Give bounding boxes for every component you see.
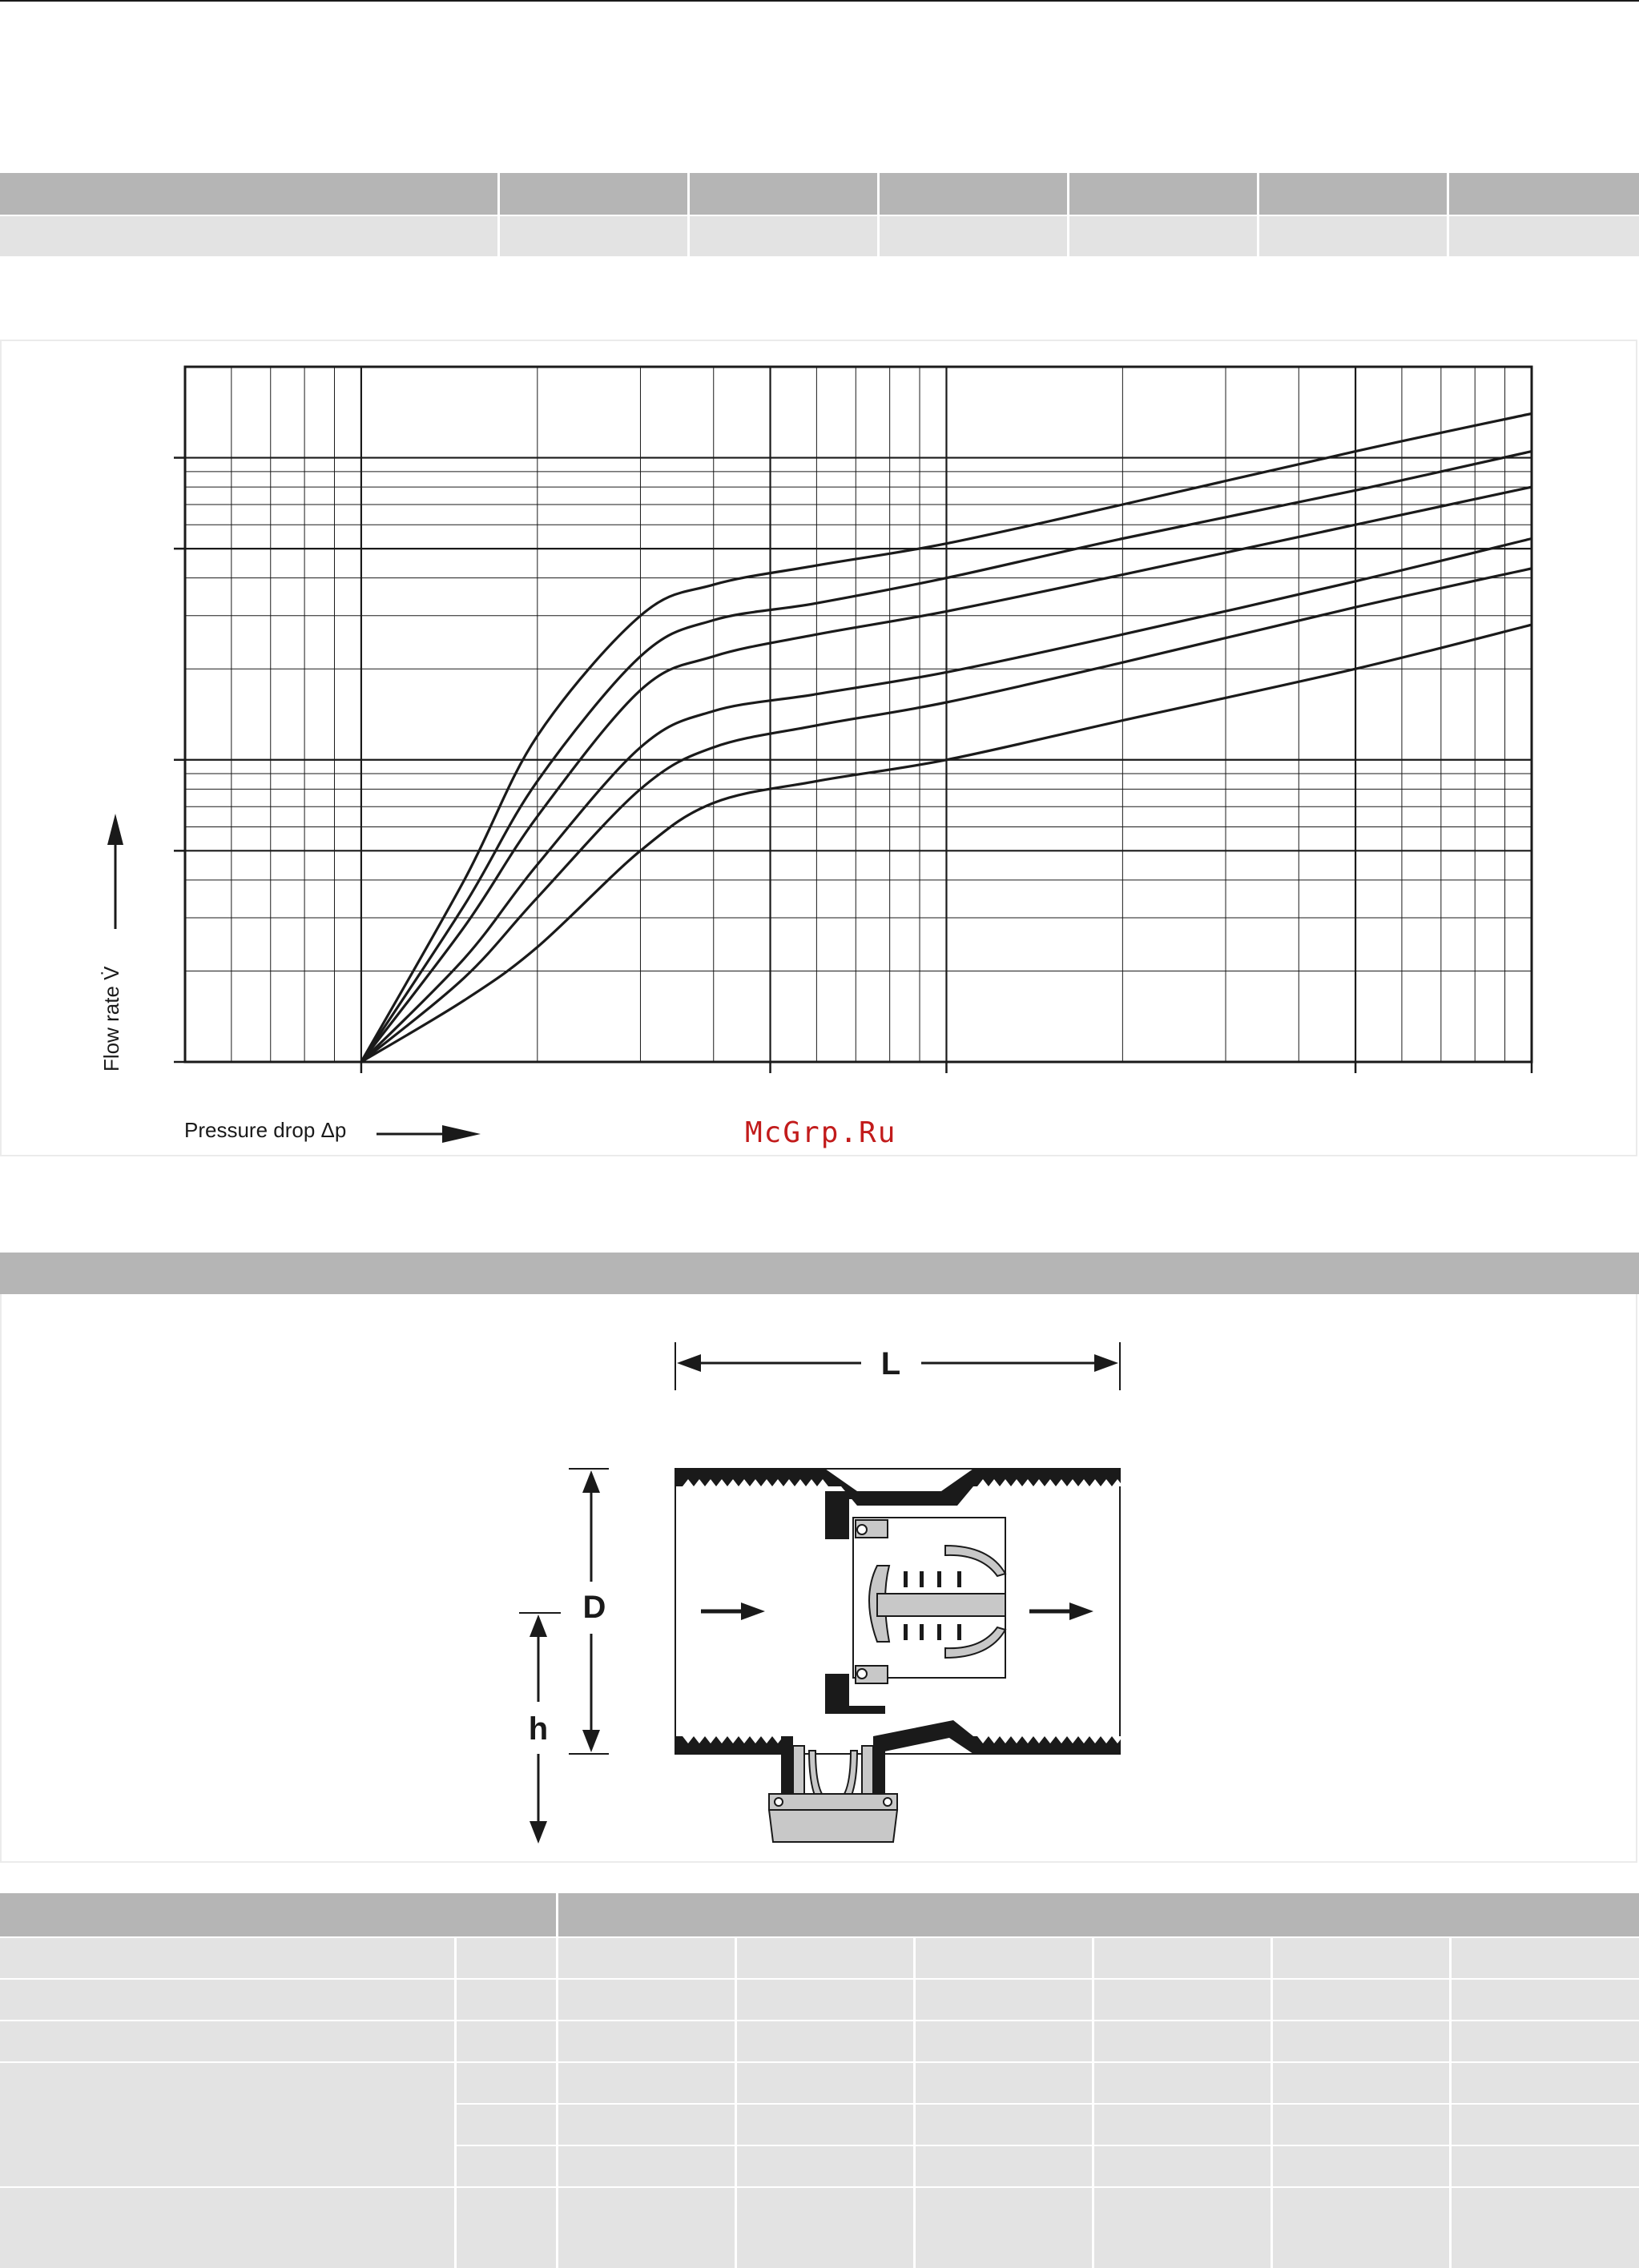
bottom-table-header (0, 1893, 1639, 1936)
y-axis-label: Flow rate V̇ (99, 966, 123, 1072)
bottom-table-cell (1094, 1980, 1273, 2020)
arrowhead-icon (582, 1470, 600, 1493)
bottom-table-cell (737, 2146, 916, 2186)
bottom-table-header-cell (558, 1893, 1639, 1936)
bottom-table-cell (0, 1980, 457, 2020)
bottom-table-cell (737, 2105, 916, 2145)
top-table-row (0, 216, 1639, 256)
bottom-table-cell (558, 2021, 737, 2061)
bottom-table-cell (1094, 2105, 1273, 2145)
bottom-table-cell (737, 2063, 916, 2103)
bottom-table-cell (1094, 1938, 1273, 1978)
bottom-table-cell (916, 2105, 1094, 2145)
arrowhead-icon (530, 1615, 547, 1637)
y-axis-arrow-icon (107, 814, 123, 845)
bottom-table-cell (916, 1938, 1094, 1978)
bottom-table-cell (558, 2063, 737, 2103)
bottom-table-row (0, 2146, 1639, 2186)
bottom-table-cell (0, 2188, 457, 2268)
top-table-cell (1259, 216, 1449, 256)
top-table-header-cell (0, 173, 500, 215)
bottom-table-cell (1094, 2146, 1273, 2186)
bottom-table-cell (558, 1938, 737, 1978)
flow-rate-chart (0, 340, 1639, 1156)
bottom-table-cell (457, 1938, 558, 1978)
bottom-table-cell (916, 2063, 1094, 2103)
top-rule (0, 0, 1639, 2)
bottom-table-row (0, 2021, 1639, 2061)
top-table-cell (880, 216, 1069, 256)
top-table-cell (690, 216, 880, 256)
bottom-table-cell (1452, 2146, 1639, 2186)
bottom-table-cell (457, 2105, 558, 2145)
bottom-table-cell (1452, 1938, 1639, 1978)
dimension-h-label: h (528, 1711, 549, 1747)
bottom-table-cell (1452, 2021, 1639, 2061)
bottom-table-row (0, 2063, 1639, 2103)
bottom-table-cell (1452, 2063, 1639, 2103)
check-valve-insert (853, 1518, 1005, 1683)
bottom-table-cell (0, 1938, 457, 1978)
top-table-header-cell (1259, 173, 1449, 215)
bottom-table-row (0, 2188, 1639, 2268)
flow-arrow-icon (741, 1602, 765, 1620)
arrowhead-icon (530, 1821, 547, 1844)
bottom-table-cell (737, 1980, 916, 2020)
dimension-D-label: D (582, 1590, 606, 1625)
bottom-table-cell (0, 2103, 457, 2145)
dimension-L (675, 1342, 1120, 1390)
bottom-table-row (0, 1980, 1639, 2020)
bottom-table-cell (457, 1980, 558, 2020)
bottom-table-cell (0, 2145, 457, 2186)
bottom-table-cell (916, 1980, 1094, 2020)
x-axis-arrow-icon (442, 1125, 481, 1143)
arrowhead-icon (677, 1354, 701, 1372)
bottom-table-cell (1273, 1938, 1452, 1978)
top-table-cell (0, 216, 500, 256)
bottom-table-cell (0, 2021, 457, 2061)
bottom-table-cell (737, 2188, 916, 2268)
dimension-L-label: L (880, 1346, 901, 1381)
arrowhead-icon (582, 1730, 600, 1752)
bottom-table-cell (558, 1980, 737, 2020)
bottom-table-row (0, 2105, 1639, 2145)
top-table-header-cell (880, 173, 1069, 215)
bottom-table-cell (1273, 2146, 1452, 2186)
bottom-table-cell (737, 1938, 916, 1978)
top-table-header-cell (1449, 173, 1639, 215)
bottom-table-cell (1094, 2021, 1273, 2061)
bottom-table-cell (558, 2146, 737, 2186)
bottom-table-cell (1452, 1980, 1639, 2020)
bottom-table-cell (916, 2146, 1094, 2186)
bottom-table-cell (1452, 2188, 1639, 2268)
flow-arrow-icon (1069, 1602, 1093, 1620)
bottom-table-header-cell (0, 1893, 558, 1936)
arrowhead-icon (1094, 1354, 1118, 1372)
bottom-table-cell (457, 2188, 558, 2268)
plot-frame (185, 367, 1532, 1062)
x-axis-label: Pressure drop Δp (184, 1118, 347, 1142)
top-table-header-cell (690, 173, 880, 215)
bottom-table-cell (558, 2188, 737, 2268)
bottom-table-cell (457, 2063, 558, 2103)
chart-ticks (174, 458, 1532, 1073)
bottom-table-cell (1094, 2188, 1273, 2268)
bottom-table-cell (1273, 1980, 1452, 2020)
bottom-table-cell (1094, 2063, 1273, 2103)
dimension-D (569, 1469, 609, 1754)
bottom-table-cell (916, 2188, 1094, 2268)
bottom-table-row (0, 1938, 1639, 1978)
top-table-cell (1069, 216, 1259, 256)
bottom-table-cell (1273, 2188, 1452, 2268)
bottom-table-cell (1273, 2105, 1452, 2145)
top-table-cell (1449, 216, 1639, 256)
bottom-table-cell (916, 2021, 1094, 2061)
dimension-h (519, 1613, 561, 1844)
watermark-text: McGrp.Ru (745, 1116, 897, 1149)
bottom-table-cell (1452, 2105, 1639, 2145)
chart-grid (185, 367, 1532, 1062)
bottom-table-cell (457, 2146, 558, 2186)
bottom-table-cell (1273, 2021, 1452, 2061)
top-table-header (0, 173, 1639, 215)
drawing-section-header (0, 1253, 1639, 1294)
drain-plug (769, 1736, 897, 1842)
bottom-table-cell (0, 2063, 457, 2103)
valve-cross-section-drawing (481, 1313, 1202, 1858)
top-table-cell (500, 216, 690, 256)
bottom-table-cell (558, 2105, 737, 2145)
top-table-header-cell (1069, 173, 1259, 215)
bottom-table-cell (737, 2021, 916, 2061)
bottom-table-cell (457, 2021, 558, 2061)
bottom-table-cell (1273, 2063, 1452, 2103)
top-table-header-cell (500, 173, 690, 215)
